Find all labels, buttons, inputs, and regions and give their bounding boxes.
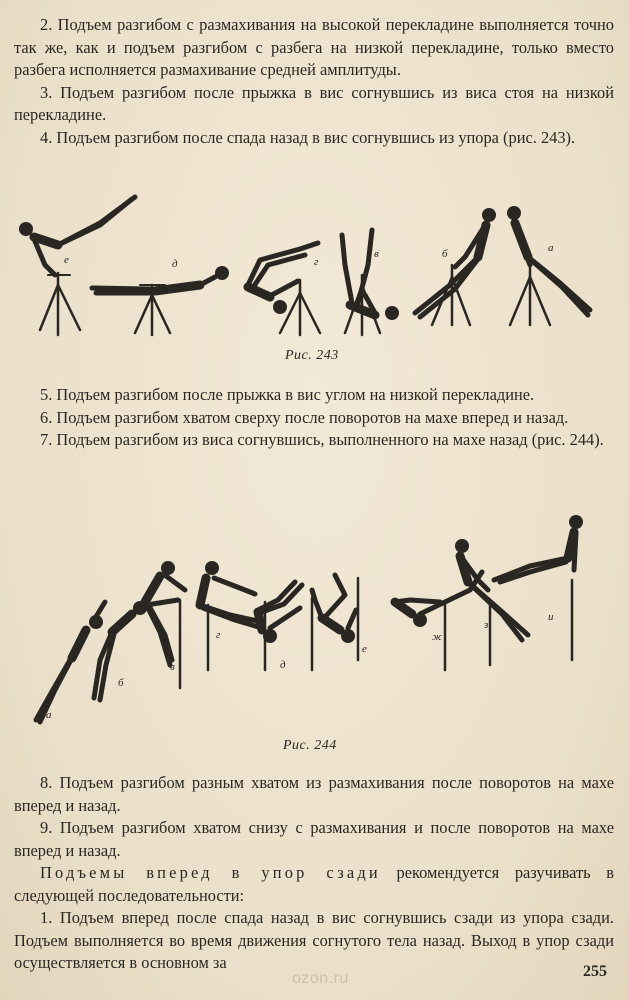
watermark: ozon.ru xyxy=(292,970,349,987)
gymnast-244-d xyxy=(258,582,302,643)
label-244-i: и xyxy=(548,611,554,623)
text-middle xyxy=(14,384,614,452)
paragraph-7: 7. Подъем разгибом из виса согнувшись, выполненного на махе назад (рис. 244). xyxy=(40,430,604,449)
label-244-d: д xyxy=(280,659,286,671)
page-number: 255 xyxy=(583,963,607,980)
paragraph-intro xyxy=(14,862,614,907)
intro-spaced-heading: Подъемы вперед в упор сзади xyxy=(40,863,381,882)
paragraph-1: 1. Подъем вперед после спада назад в вис согнувшись сзади из упора сзади. Подъем выполняется во время движения согнутого тела назад. Выход в упор сзади осуществляется в основном за xyxy=(14,908,614,972)
gymnast-244-g xyxy=(200,561,262,628)
label-243-b: б xyxy=(442,248,448,260)
label-244-v: в xyxy=(170,661,175,673)
label-244-e: е xyxy=(362,643,367,655)
gymnast-g xyxy=(248,243,320,335)
label-243-v: в xyxy=(374,248,379,260)
gymnast-244-a xyxy=(36,602,105,722)
label-243-d: д xyxy=(172,258,178,270)
label-244-a: а xyxy=(46,709,52,721)
figure-244 xyxy=(0,510,629,735)
paragraph-8: 8. Подъем разгибом разным хватом из размахивания после поворотов на махе вперед и назад. xyxy=(14,773,614,815)
label-243-g: г xyxy=(314,256,319,268)
gymnast-e xyxy=(19,197,135,335)
caption-244: Рис. 244 xyxy=(283,738,337,753)
label-243-a: а xyxy=(548,242,554,254)
gymnast-244-i xyxy=(494,515,583,582)
label-244-g: г xyxy=(216,629,221,641)
paragraph-6: 6. Подъем разгибом хватом сверху после поворотов на махе вперед и назад. xyxy=(40,407,569,427)
paragraph-9: 9. Подъем разгибом хватом снизу с размахивания и после поворотов на махе вперед и назад. xyxy=(14,818,614,860)
gymnast-v xyxy=(342,230,399,335)
gymnast-a xyxy=(507,206,590,325)
text-bottom xyxy=(14,772,614,975)
gymnast-d xyxy=(92,266,229,335)
label-243-e: е xyxy=(64,254,69,266)
figure-243 xyxy=(0,185,629,350)
text-top xyxy=(14,14,614,149)
intro-rest: рекомендуется разучивать в следующей последовательности: xyxy=(14,863,614,905)
gymnast-b xyxy=(415,208,496,325)
paragraph-5: 5. Подъем разгибом после прыжка в вис углом на низкой перекладине. xyxy=(40,385,535,404)
paragraph-3: 3. Подъем разгибом после прыжка в вис согнувшись из виса стоя на низкой перекладине. xyxy=(14,82,614,124)
label-244-z: з xyxy=(484,619,489,631)
label-244-b: б xyxy=(118,677,124,689)
gymnast-244-e xyxy=(312,575,356,643)
paragraph-2: 2. Подъем разгибом с размахивания на высокой перекладине выполняется точно так же, как и подъем разгибом с разбега на низкой перекладине, только вместо разбега исполняется размахивание средней амплитуды. xyxy=(14,15,614,79)
paragraph-4: 4. Подъем разгибом после спада назад в вис согнувшись из упора (рис. 243). xyxy=(40,127,576,147)
caption-243: Рис. 243 xyxy=(285,348,339,363)
label-244-zh: ж xyxy=(432,631,443,643)
